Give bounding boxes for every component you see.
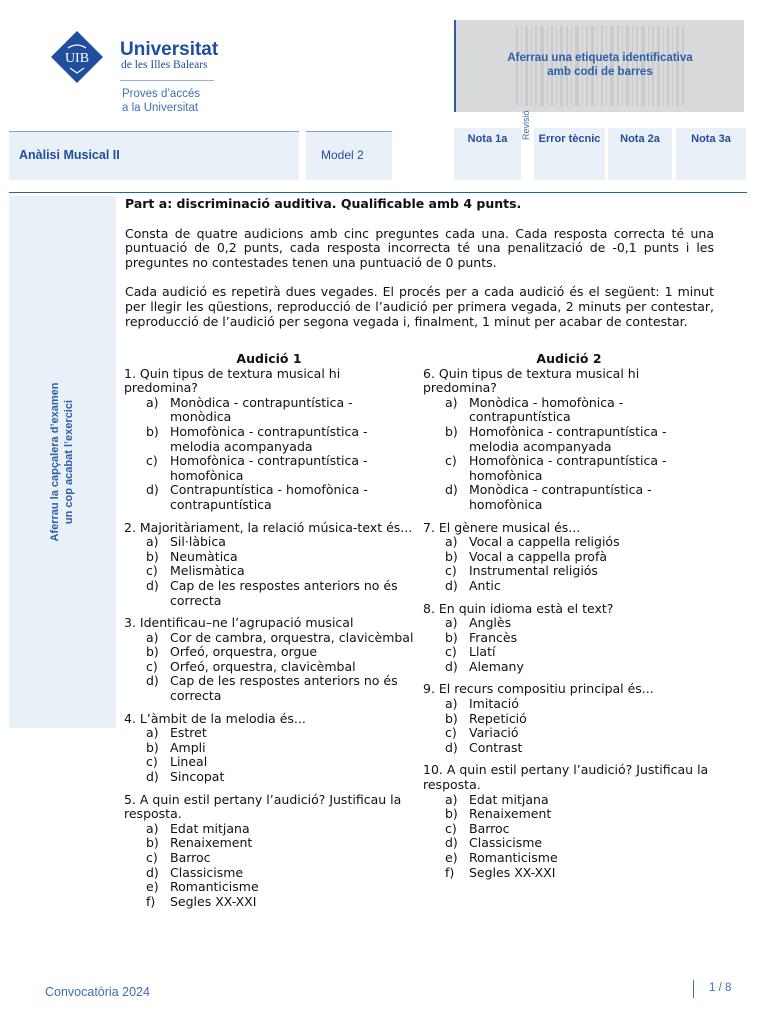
question-stem: 6. Quin tipus de textura musical hi predomina? <box>423 365 640 396</box>
option-letter: d) <box>146 864 159 880</box>
option-text: Neumàtica <box>170 548 238 564</box>
option-text: Contrapuntística - homofònica - contrapuntística <box>170 482 368 512</box>
answer-option <box>423 712 715 727</box>
answer-option <box>423 822 715 837</box>
intro-paragraph-2: Cada audició es repetirà dues vegades. El procés per a cada audició és el següent: 1 minut per llegir les qüestions, reproducció de l’audició per primera vegada, 2 minuts per contestar, reproducció de l’audició per segona vegada i, finalment, 1 minut per acabar de contestar. <box>125 284 714 329</box>
option-letter: f) <box>146 893 156 909</box>
option-list <box>124 822 414 910</box>
option-letter: b) <box>146 835 159 851</box>
page-number: 1 / 8 <box>709 982 732 994</box>
sidebar-line-2: un cop acabat l’exercici <box>63 399 75 525</box>
question-stem: 1. Quin tipus de textura musical hi predomina? <box>124 365 341 396</box>
option-letter: c) <box>445 453 457 469</box>
grade-box-nota-2 <box>608 128 672 180</box>
option-text: Estret <box>170 725 207 741</box>
option-letter: d) <box>445 482 458 498</box>
answer-option <box>124 483 414 512</box>
question-item <box>124 616 414 704</box>
grade-box-nota-3 <box>676 128 746 180</box>
option-letter: b) <box>146 423 159 439</box>
grade-box-error <box>534 128 605 180</box>
option-letter: a) <box>146 394 159 410</box>
revisio-label: Revisió <box>521 110 531 140</box>
question-item <box>124 712 414 785</box>
question-item <box>423 602 715 675</box>
proves-line-2: a la Universitat <box>122 102 199 114</box>
option-list <box>423 793 715 881</box>
answer-option <box>423 631 715 646</box>
grade-box-nota-1 <box>454 128 521 180</box>
barcode-line-2: amb codi de barres <box>547 66 653 78</box>
option-letter: e) <box>445 850 458 865</box>
answer-option <box>124 755 414 770</box>
option-letter: d) <box>146 482 159 498</box>
sidebar-line-1: Aferrau la capçalera d’examen <box>49 382 61 542</box>
option-text: Francès <box>469 629 518 645</box>
option-text: Ampli <box>170 739 206 755</box>
option-letter: a) <box>445 791 458 807</box>
option-letter: a) <box>445 615 458 631</box>
question-item <box>423 682 715 755</box>
option-list <box>423 396 715 513</box>
option-text: Homofònica - contrapuntística - melodia acompanyada <box>469 423 667 454</box>
answer-option <box>423 579 715 594</box>
option-list <box>124 396 414 513</box>
option-text: Barroc <box>170 850 211 865</box>
answer-option <box>423 616 715 631</box>
question-item <box>124 521 414 609</box>
answer-option <box>423 851 715 866</box>
answer-option <box>423 396 715 425</box>
option-list <box>124 726 414 784</box>
audicio-2-column <box>423 352 715 888</box>
question-stem: 9. El recurs compositiu principal és... <box>423 681 654 697</box>
option-text: Monòdica - homofònica - contrapuntística <box>469 394 624 425</box>
answer-option <box>124 726 414 741</box>
nota-3-label: Nota 3a <box>691 133 731 145</box>
option-letter: c) <box>146 453 158 469</box>
option-letter: c) <box>445 725 457 741</box>
answer-option <box>124 660 414 675</box>
option-text: Cor de cambra, orquestra, clavicèmbal <box>170 629 414 645</box>
answer-option <box>124 645 414 660</box>
answer-option <box>423 564 715 579</box>
answer-option <box>423 483 715 512</box>
question-item <box>423 521 715 594</box>
option-letter: c) <box>146 563 158 579</box>
option-letter: c) <box>445 644 457 660</box>
nota-2-label: Nota 2a <box>620 133 660 145</box>
option-text: Variació <box>469 725 519 741</box>
option-text: Antic <box>469 577 501 593</box>
answer-option <box>124 866 414 881</box>
logo-letters: UIB <box>64 51 90 66</box>
question-item <box>423 763 715 880</box>
answer-option <box>423 793 715 808</box>
question-stem: 3. Identificau–ne l’agrupació musical <box>124 615 354 631</box>
subject-title: Anàlisi Musical II <box>19 148 120 162</box>
option-text: Imitació <box>469 696 519 712</box>
answer-option <box>423 454 715 483</box>
option-letter: d) <box>146 769 159 785</box>
header-rule <box>9 192 747 193</box>
option-letter: d) <box>445 739 458 755</box>
question-item <box>124 367 414 513</box>
option-letter: c) <box>146 850 158 865</box>
university-subtitle: de les Illes Balears <box>121 59 208 71</box>
option-text: Homofònica - contrapuntística - homofònica <box>170 453 368 483</box>
audicio-1-heading: Audició 1 <box>236 351 302 366</box>
option-text: Lineal <box>170 754 208 770</box>
option-text: Monòdica - contrapuntística - homofònica <box>469 482 652 512</box>
option-text: Monòdica - contrapuntística - monòdica <box>170 394 353 425</box>
answer-option <box>423 836 715 851</box>
option-text: Edat mitjana <box>170 820 250 836</box>
option-text: Classicisme <box>469 835 543 851</box>
question-item <box>124 793 414 910</box>
answer-option <box>124 631 414 646</box>
option-text: Sincopat <box>170 769 225 785</box>
option-list <box>423 616 715 674</box>
barcode-sticker-area <box>454 20 744 112</box>
option-list <box>124 535 414 608</box>
option-letter: a) <box>445 534 458 550</box>
answer-option <box>124 396 414 425</box>
option-letter: d) <box>445 835 458 851</box>
option-text: Segles XX-XXI <box>170 893 257 909</box>
option-text: Romanticisme <box>469 850 558 865</box>
option-list <box>423 535 715 593</box>
intro-paragraph-1: Consta de quatre audicions amb cinc preguntes cada una. Cada resposta correcta té una puntuació de 0,2 punts, cada resposta incorrecta té una penalització de -0,1 punts i les preguntes no contestades tenen una puntuació de 0 punts. <box>125 225 714 270</box>
option-text: Vocal a cappella religiós <box>469 534 620 550</box>
option-letter: e) <box>146 879 159 895</box>
option-text: Segles XX-XXI <box>469 864 556 880</box>
answer-option <box>423 535 715 550</box>
answer-option <box>124 851 414 866</box>
uib-logo-icon <box>50 30 104 84</box>
answer-option <box>124 454 414 483</box>
question-stem: 2. Majoritàriament, la relació música-text és... <box>124 519 413 535</box>
option-letter: b) <box>445 806 458 822</box>
proves-label <box>122 87 200 115</box>
option-text: Orfeó, orquestra, clavicèmbal <box>170 658 356 674</box>
model-label: Model 2 <box>321 148 364 162</box>
option-letter: d) <box>445 577 458 593</box>
option-letter: c) <box>445 563 457 579</box>
option-text: Repetició <box>469 710 527 726</box>
question-stem: 5. A quin estil pertany l’audició? Justificau la resposta. <box>124 791 402 822</box>
question-item <box>423 367 715 513</box>
option-letter: a) <box>146 629 159 645</box>
option-text: Cap de les respostes anteriors no és correcta <box>170 577 398 608</box>
option-text: Barroc <box>469 820 510 836</box>
option-text: Cap de les respostes anteriors no és correcta <box>170 673 398 704</box>
answer-option <box>423 425 715 454</box>
option-letter: f) <box>445 864 455 880</box>
sidebar-instructions <box>48 383 76 542</box>
option-letter: d) <box>146 673 159 689</box>
option-text: Instrumental religiós <box>469 563 598 579</box>
option-list <box>423 697 715 755</box>
answer-option <box>124 550 414 565</box>
proves-line-1: Proves d’accés <box>122 88 200 100</box>
audicio-1-column <box>124 352 414 917</box>
option-letter: b) <box>146 644 159 660</box>
answer-option <box>124 770 414 785</box>
error-label: Error tècnic <box>538 133 601 145</box>
option-text: Romanticisme <box>170 879 259 895</box>
model-field <box>306 131 392 180</box>
option-letter: c) <box>146 658 158 674</box>
option-text: Homofònica - contrapuntística - melodia acompanyada <box>170 423 368 454</box>
option-text: Orfeó, orquestra, orgue <box>170 644 318 660</box>
option-text: Llatí <box>469 644 496 660</box>
part-title: Part a: discriminació auditiva. Qualificable amb 4 punts. <box>125 196 522 211</box>
option-letter: c) <box>445 820 457 836</box>
option-text: Renaixement <box>469 806 552 822</box>
option-letter: d) <box>445 658 458 674</box>
answer-option <box>124 674 414 703</box>
option-letter: a) <box>146 820 159 836</box>
option-letter: a) <box>445 394 458 410</box>
option-text: Sil·làbica <box>170 534 226 550</box>
option-text: Melismàtica <box>170 563 245 579</box>
option-list <box>124 631 414 704</box>
answer-option <box>423 697 715 712</box>
option-text: Alemany <box>469 658 524 674</box>
university-name: Universitat <box>120 39 219 60</box>
option-letter: b) <box>445 629 458 645</box>
answer-option <box>124 579 414 608</box>
option-letter: d) <box>146 577 159 593</box>
answer-option <box>423 660 715 675</box>
answer-option <box>423 741 715 756</box>
answer-option <box>124 895 414 910</box>
answer-option <box>423 550 715 565</box>
answer-option <box>124 822 414 837</box>
barcode-line-1: Aferrau una etiqueta identificativa <box>507 52 693 64</box>
option-text: Contrast <box>469 739 523 755</box>
option-letter: c) <box>146 754 158 770</box>
option-letter: b) <box>146 548 159 564</box>
footer-divider <box>693 980 694 998</box>
intro-section <box>125 197 714 344</box>
question-stem: 4. L’àmbit de la melodia és... <box>124 710 306 726</box>
answer-option <box>423 726 715 741</box>
nota-1-label: Nota 1a <box>467 133 508 145</box>
option-text: Classicisme <box>170 864 244 880</box>
option-letter: b) <box>146 739 159 755</box>
option-text: Vocal a cappella profà <box>469 548 608 564</box>
barcode-instructions <box>456 51 744 79</box>
answer-option <box>124 880 414 895</box>
logo-divider <box>120 80 214 81</box>
question-stem: 7. El gènere musical és... <box>423 519 581 535</box>
answer-option <box>124 741 414 756</box>
answer-option <box>124 836 414 851</box>
question-stem: 8. En quin idioma està el text? <box>423 600 614 616</box>
question-stem: 10. A quin estil pertany l’audició? Justificau la resposta. <box>423 762 709 793</box>
option-letter: a) <box>445 696 458 712</box>
option-letter: b) <box>445 710 458 726</box>
answer-option <box>423 866 715 881</box>
convocatoria-label: Convocatòria 2024 <box>45 985 150 999</box>
option-letter: b) <box>445 548 458 564</box>
answer-option <box>124 425 414 454</box>
option-letter: a) <box>146 534 159 550</box>
option-text: Anglès <box>469 615 512 631</box>
answer-option <box>124 564 414 579</box>
option-letter: a) <box>146 725 159 741</box>
answer-option <box>124 535 414 550</box>
option-letter: b) <box>445 423 458 439</box>
audicio-2-heading: Audició 2 <box>536 351 602 366</box>
exam-header-sticker-area <box>9 196 116 728</box>
option-text: Homofònica - contrapuntística - homofònica <box>469 453 667 483</box>
subject-field <box>9 131 299 180</box>
answer-option <box>423 645 715 660</box>
option-text: Edat mitjana <box>469 791 549 807</box>
answer-option <box>423 807 715 822</box>
option-text: Renaixement <box>170 835 253 851</box>
